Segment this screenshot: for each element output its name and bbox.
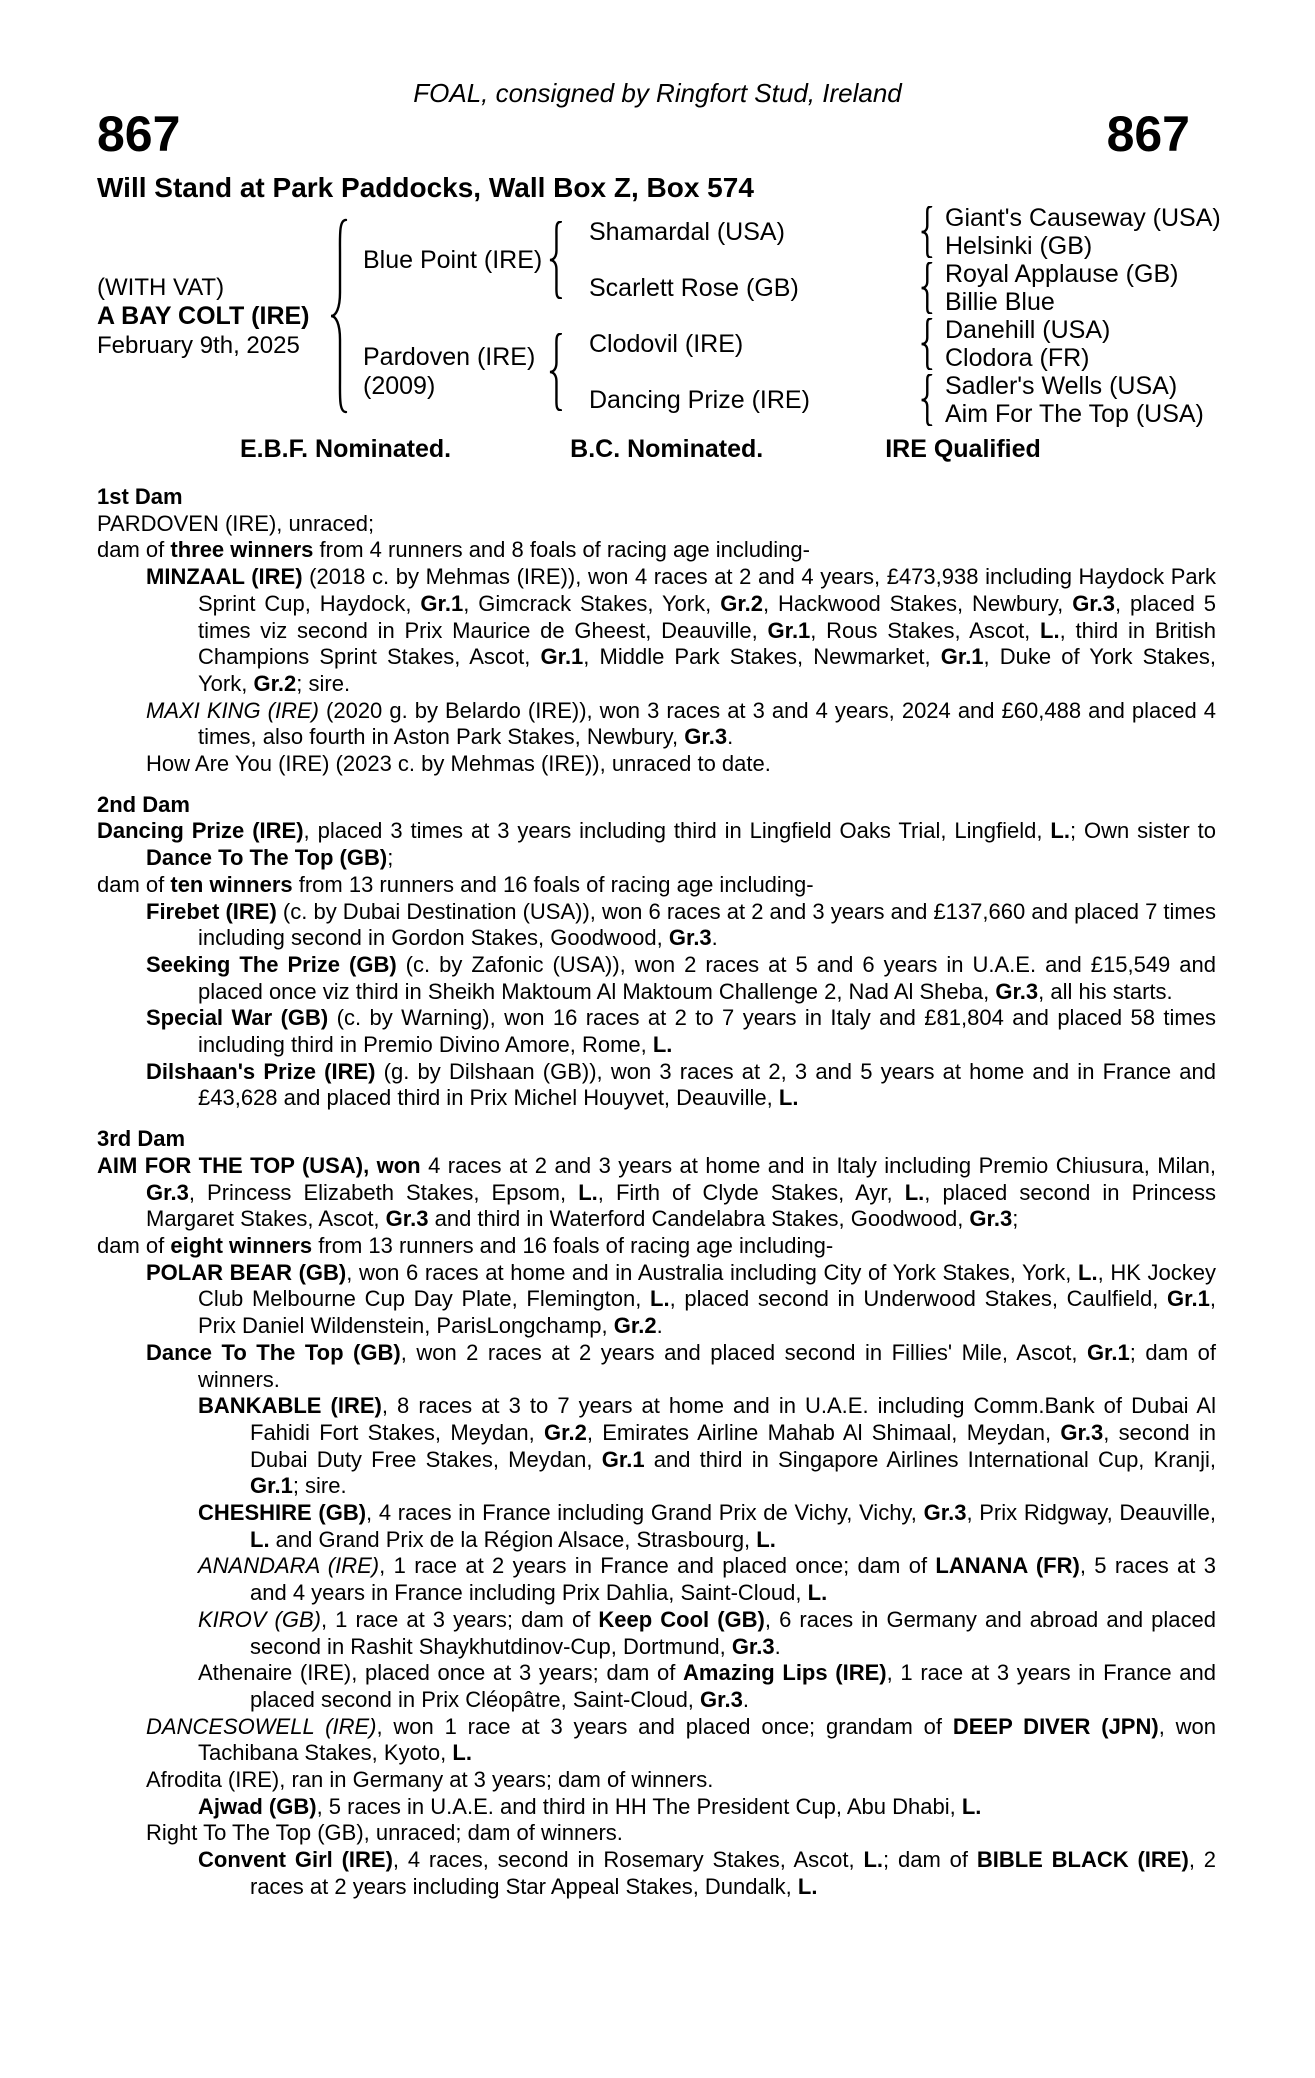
generation1-column <box>349 204 1221 428</box>
pedigree-paragraph: AIM FOR THE TOP (USA), won 4 races at 2 and 3 years at home and in Italy including Premio Chiusura, Milan, Gr.3, Princess Elizabeth Stakes, Epsom, L., Firth of Clyde Stakes, Ayr, L., placed second in Princess Margaret Stakes, Ascot, Gr.3 and third in Waterford Candelabra Stakes, Goodwood, Gr.3; <box>97 1152 1216 1232</box>
great-grandparent-name: Danehill (USA) <box>945 316 1111 344</box>
subject-block <box>97 273 327 360</box>
dam-heading: 3rd Dam <box>97 1126 186 1152</box>
nominations-row <box>0 434 1315 464</box>
pedigree-paragraph: MAXI KING (IRE) (2020 g. by Belardo (IRE)), won 3 races at 3 and 4 years, 2024 and £60,488 and placed 4 times, also fourth in Aston Park Stakes, Newbury, Gr.3. <box>146 697 1216 750</box>
great-grandparent-name: Aim For The Top (USA) <box>945 400 1204 428</box>
pedigree-brace-icon <box>919 318 933 370</box>
nomination-ire: IRE Qualified <box>885 435 1041 463</box>
pedigree-paragraph: Convent Girl (IRE), 4 races, second in Rosemary Stakes, Ascot, L.; dam of BIBLE BLACK (IRE), 2 races at 2 years including Star Appeal Stakes, Dundalk, L. <box>198 1847 1216 1899</box>
pedigree-paragraph: dam of three winners from 4 runners and 8 foals of racing age including- <box>97 537 810 563</box>
granddam-branch <box>563 372 1204 428</box>
dam-name: Pardoven (IRE) <box>363 343 536 371</box>
dam-section <box>97 484 1216 778</box>
lot-number-row <box>0 108 1315 160</box>
pedigree-paragraph: Seeking The Prize (GB) (c. by Zafonic (USA)), won 2 races at 5 and 6 years in U.A.E. and £15,549 and placed once viz third in Sheikh Maktoum Al Maktoum Challenge 2, Nad Al Sheba, Gr.3, all his starts. <box>146 951 1216 1004</box>
dam-section <box>97 792 1216 1112</box>
pedigree-brace-icon <box>919 206 933 258</box>
great-grandparents <box>933 372 1204 428</box>
dam-section <box>97 1126 1216 1900</box>
dam-heading: 2nd Dam <box>97 791 190 817</box>
granddam-branch <box>563 260 1221 316</box>
grandparent-name: Scarlett Rose (GB) <box>589 274 799 302</box>
sire-parents <box>563 204 1221 316</box>
dam-heading: 1st Dam <box>97 484 183 509</box>
nomination-ebf: E.B.F. Nominated. <box>240 435 452 463</box>
pedigree-paragraph: POLAR BEAR (GB), won 6 races at home and in Australia including City of York Stakes, York, L., HK Jockey Club Melbourne Cup Day Plate, Flemington, L., placed second in Underwood Stakes, Caulfield, Gr.1, Prix Daniel Wildenstein, ParisLongchamp, Gr.2. <box>146 1259 1217 1339</box>
great-grandparent-name: Royal Applause (GB) <box>945 260 1179 288</box>
subject-name: A BAY COLT (IRE) <box>97 301 310 330</box>
pedigree-paragraph: BANKABLE (IRE), 8 races at 3 to 7 years at home and in U.A.E. including Comm.Bank of Dubai Al Fahidi Fort Stakes, Meydan, Gr.2, Emirates Airline Mahab Al Shimaal, Meydan, Gr.3, second in Dubai Duty Free Stakes, Meydan, Gr.1 and third in Singapore Airlines International Cup, Kranji, Gr.1; sire. <box>198 1393 1216 1499</box>
great-grandparent-name: Sadler's Wells (USA) <box>945 372 1178 400</box>
great-grandparent-name: Helsinki (GB) <box>945 232 1093 260</box>
great-grandparent-name: Billie Blue <box>945 288 1055 316</box>
lot-number-left: 867 <box>97 106 181 162</box>
pedigree-paragraph: Athenaire (IRE), placed once at 3 years; dam of Amazing Lips (IRE), 1 race at 3 years in France and placed second in Prix Cléopâtre, Saint-Cloud, Gr.3. <box>198 1660 1216 1712</box>
grandparent-name: Clodovil (IRE) <box>589 330 744 358</box>
sire-branch <box>349 204 1221 316</box>
great-grandparent-name: Giant's Causeway (USA) <box>945 204 1221 232</box>
dam-year: (2009) <box>363 372 436 400</box>
dam-branch <box>349 316 1221 428</box>
grandsire-branch <box>563 204 1221 260</box>
pedigree-paragraph: Dancing Prize (IRE), placed 3 times at 3 years including third in Lingfield Oaks Trial, Lingfield, L.; Own sister to Dance To The Top (GB); <box>97 818 1216 871</box>
great-grandparents <box>933 204 1221 260</box>
lot-number-right: 867 <box>1106 106 1190 162</box>
pedigree-paragraph: dam of ten winners from 13 runners and 16 foals of racing age including- <box>97 871 814 897</box>
pedigree-paragraph: PARDOVEN (IRE), unraced; <box>97 510 375 536</box>
pedigree-paragraph: Right To The Top (GB), unraced; dam of winners. <box>146 1820 623 1846</box>
grandparent-name: Dancing Prize (IRE) <box>589 386 810 414</box>
pedigree-brace-icon <box>327 218 349 414</box>
pedigree-paragraph: Firebet (IRE) (c. by Dubai Destination (USA)), won 6 races at 2 and 3 years and £137,660 and placed 7 times including second in Gordon Stakes, Goodwood, Gr.3. <box>146 898 1216 951</box>
great-grandparents <box>933 316 1110 372</box>
great-grandparents <box>933 260 1178 316</box>
pedigree-paragraph: Dance To The Top (GB), won 2 races at 2 years and placed second in Fillies' Mile, Ascot, Gr.1; dam of winners. <box>146 1339 1216 1392</box>
subject-foaling-date: February 9th, 2025 <box>97 331 300 359</box>
dam-parents <box>563 316 1204 428</box>
grandparent-name: Shamardal (USA) <box>589 218 785 246</box>
pedigree-paragraph: MINZAAL (IRE) (2018 c. by Mehmas (IRE)), won 4 races at 2 and 4 years, £473,938 including Haydock Park Sprint Cup, Haydock, Gr.1, Gimcrack Stakes, York, Gr.2, Hackwood Stakes, Newbury, Gr.3, placed 5 times viz second in Prix Maurice de Gheest, Deauville, Gr.1, Rous Stakes, Ascot, L., third in British Champions Sprint Stakes, Ascot, Gr.1, Middle Park Stakes, Newmarket, Gr.1, Duke of York Stakes, York, Gr.2; sire. <box>146 564 1217 696</box>
pedigree-paragraph: DANCESOWELL (IRE), won 1 race at 3 years and placed once; grandam of DEEP DIVER (JPN), won Tachibana Stakes, Kyoto, L. <box>146 1713 1217 1766</box>
pedigree-brace-icon <box>919 374 933 426</box>
stand-location-line: Will Stand at Park Paddocks, Wall Box Z, Box 574 <box>97 172 754 203</box>
pedigree-paragraph: dam of eight winners from 13 runners and 16 foals of racing age including- <box>97 1232 834 1258</box>
pedigree-paragraph: ANANDARA (IRE), 1 race at 2 years in France and placed once; dam of LANANA (FR), 5 races at 3 and 4 years in France including Prix Dahlia, Saint-Cloud, L. <box>198 1553 1216 1606</box>
pedigree-paragraph: Ajwad (GB), 5 races in U.A.E. and third in HH The President Cup, Abu Dhabi, L. <box>198 1793 982 1819</box>
vat-note: (WITH VAT) <box>97 273 225 301</box>
pedigree-brace-icon <box>547 333 563 411</box>
pedigree-paragraph: CHESHIRE (GB), 4 races in France including Grand Prix de Vichy, Vichy, Gr.3, Prix Ridgway, Deauville, L. and Grand Prix de la Région Alsace, Strasbourg, L. <box>198 1500 1216 1552</box>
pedigree-paragraph: KIROV (GB), 1 race at 3 years; dam of Keep Cool (GB), 6 races in Germany and abroad and placed second in Rashit Shaykhutdinov-Cup, Dortmund, Gr.3. <box>198 1606 1216 1659</box>
pedigree-tree <box>0 204 1315 428</box>
pedigree-brace-icon <box>547 221 563 299</box>
pedigree-paragraph: Afrodita (IRE), ran in Germany at 3 years; dam of winners. <box>146 1767 714 1793</box>
pedigree-paragraph: How Are You (IRE) (2023 c. by Mehmas (IRE)), unraced to date. <box>146 751 771 777</box>
grandsire-branch <box>563 316 1204 372</box>
nomination-bc: B.C. Nominated. <box>570 435 764 463</box>
pedigree-paragraph: Special War (GB) (c. by Warning), won 16 races at 2 to 7 years in Italy and £81,804 and placed 58 times including third in Premio Divino Amore, Rome, L. <box>146 1005 1216 1058</box>
consignor-line: FOAL, consigned by Ringfort Stud, Ireland <box>413 78 902 108</box>
dam-name-block <box>349 343 547 401</box>
great-grandparent-name: Clodora (FR) <box>945 344 1090 372</box>
sire-name: Blue Point (IRE) <box>363 245 543 274</box>
pedigree-paragraph: Dilshaan's Prize (IRE) (g. by Dilshaan (GB)), won 3 races at 2, 3 and 5 years at home and in France and £43,628 and placed third in Prix Michel Houyvet, Deauville, L. <box>146 1058 1216 1111</box>
pedigree-brace-icon <box>919 262 933 314</box>
dam-sections <box>0 484 1315 1901</box>
